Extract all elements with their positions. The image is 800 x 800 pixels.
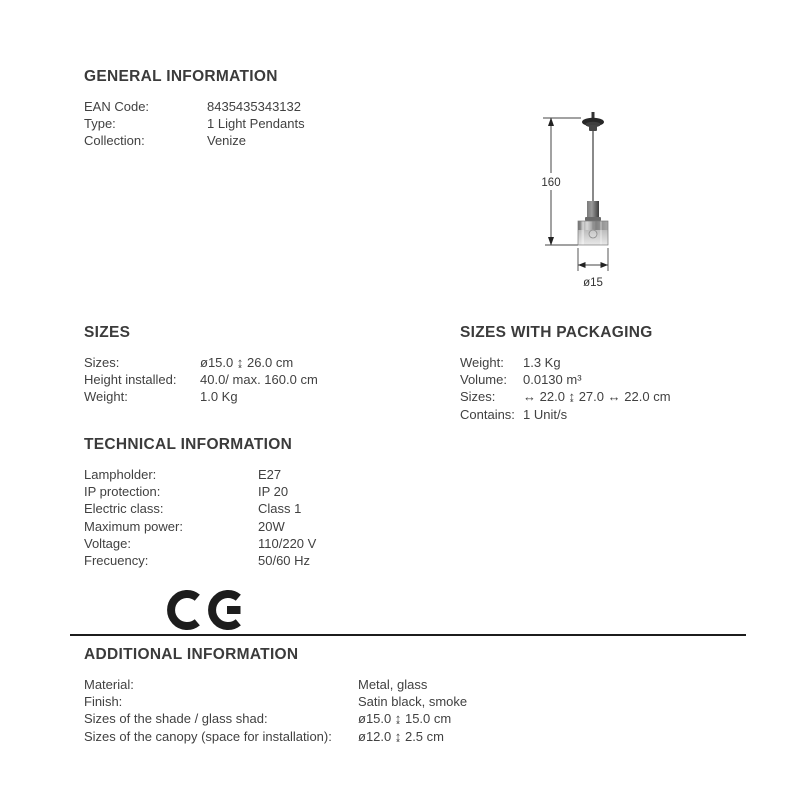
sizes-with-packaging-heading: SIZES WITH PACKAGING <box>460 324 653 341</box>
general-information-heading: GENERAL INFORMATION <box>84 68 278 85</box>
spec-value: 8435435343132 <box>207 99 301 114</box>
spec-value: Class 1 <box>258 501 302 517</box>
technical-information-heading: TECHNICAL INFORMATION <box>84 436 293 453</box>
spec-row-canopy-sizes <box>84 728 467 745</box>
spec-value: 50/60 Hz <box>258 553 311 569</box>
spec-row-packaging-contains <box>460 406 671 423</box>
spec-label: Material: <box>84 677 134 692</box>
section-sizes <box>84 323 318 406</box>
spec-value: 110/220 V <box>258 535 317 551</box>
spec-label: IP protection: <box>84 484 161 500</box>
spec-value: 0.0130 m³ <box>523 372 582 388</box>
dimension-arrow-right-icon <box>601 262 609 268</box>
spec-value: ø15.0 ↨ 15.0 cm <box>358 711 452 727</box>
spec-label: Contains: <box>460 406 515 422</box>
pendant-lamp-illustration <box>578 112 608 245</box>
height-arrow-icon: ↨ <box>568 389 576 405</box>
spec-row-ip-protection <box>84 483 316 500</box>
section-technical-information <box>84 435 316 569</box>
width-arrow-icon: ↔ <box>523 389 536 405</box>
spec-row-frequency <box>84 552 316 569</box>
spec-row-packaging-weight <box>460 354 671 371</box>
section-sizes-with-packaging <box>460 323 671 423</box>
technical-rows <box>84 466 316 569</box>
spec-value: ø12.0 ↨ 2.5 cm <box>358 728 444 744</box>
spec-value: E27 <box>258 467 282 482</box>
spec-value: Metal, glass <box>358 677 428 692</box>
height-dimension-label: 160 <box>541 177 561 189</box>
spec-value: 1.0 Kg <box>200 389 238 405</box>
diameter-dimension <box>578 248 608 271</box>
spec-value: IP 20 <box>258 484 289 500</box>
spec-row-sizes <box>84 354 318 371</box>
packaging-dimensions <box>523 388 671 405</box>
dimension-arrow-up-icon <box>548 118 554 127</box>
spec-label: Weight: <box>84 389 128 405</box>
ce-mark-icon <box>166 582 266 638</box>
additional-rows <box>84 676 467 745</box>
general-information-rows <box>84 98 305 150</box>
spec-label: Frecuency: <box>84 553 149 569</box>
spec-label: Sizes of the shade / glass shad: <box>84 711 268 727</box>
spec-row-packaging-sizes <box>460 388 671 405</box>
spec-label: Maximum power: <box>84 518 183 534</box>
spec-label: Sizes of the canopy (space for installation): <box>84 728 332 744</box>
spec-label: Weight: <box>460 355 504 370</box>
sizes-heading: SIZES <box>84 324 131 341</box>
packaging-unit: cm <box>653 389 671 405</box>
spec-label: Finish: <box>84 694 123 710</box>
packaging-height: 27.0 <box>578 389 604 405</box>
spec-row-electric-class <box>84 500 316 517</box>
spec-row-height-installed <box>84 371 318 388</box>
spec-label: Sizes: <box>84 355 120 370</box>
spec-label: Sizes: <box>460 389 496 405</box>
additional-information-heading: ADDITIONAL INFORMATION <box>84 646 299 663</box>
dimension-arrow-left-icon <box>578 262 586 268</box>
spec-label: Voltage: <box>84 535 131 551</box>
spec-row-packaging-volume <box>460 371 671 388</box>
spec-value: 40.0/ max. 160.0 cm <box>200 372 318 388</box>
section-additional-information <box>84 645 467 745</box>
spec-value: Satin black, smoke <box>358 694 468 710</box>
spec-value: 20W <box>258 518 285 534</box>
section-divider <box>70 634 746 636</box>
spec-value: 1 Unit/s <box>523 406 568 422</box>
spec-label: Collection: <box>84 133 145 149</box>
dimension-drawing <box>525 105 645 300</box>
spec-value: 1 Light Pendants <box>207 116 305 132</box>
depth-diagonal-arrow-icon: ↔ <box>607 389 621 405</box>
spec-row-finish <box>84 693 467 710</box>
packaging-depth: 22.0 <box>624 389 650 405</box>
spec-row-maximum-power <box>84 518 316 535</box>
spec-value: ø15.0 ↨ 26.0 cm <box>200 355 294 370</box>
diameter-dimension-label: ø15 <box>583 277 603 289</box>
spec-label: Electric class: <box>84 501 164 517</box>
sizes-rows <box>84 354 318 406</box>
packaging-width: 22.0 <box>539 389 565 405</box>
spec-label: Height installed: <box>84 372 177 388</box>
section-general-information <box>84 67 305 150</box>
dimension-arrow-down-icon <box>548 237 554 246</box>
spec-value: Venize <box>207 133 247 149</box>
spec-row-shade-sizes <box>84 710 467 727</box>
spec-row-type <box>84 115 305 132</box>
spec-row-voltage <box>84 535 316 552</box>
spec-row-material <box>84 676 467 693</box>
packaging-rows <box>460 354 671 423</box>
spec-row-weight <box>84 388 318 405</box>
spec-row-collection <box>84 132 305 149</box>
spec-row-ean-code <box>84 98 305 115</box>
spec-label: Lampholder: <box>84 467 157 482</box>
spec-label: Volume: <box>460 372 507 388</box>
spec-row-lampholder <box>84 466 316 483</box>
spec-label: EAN Code: <box>84 99 150 114</box>
spec-value: 1.3 Kg <box>523 355 561 370</box>
spec-label: Type: <box>84 116 116 132</box>
